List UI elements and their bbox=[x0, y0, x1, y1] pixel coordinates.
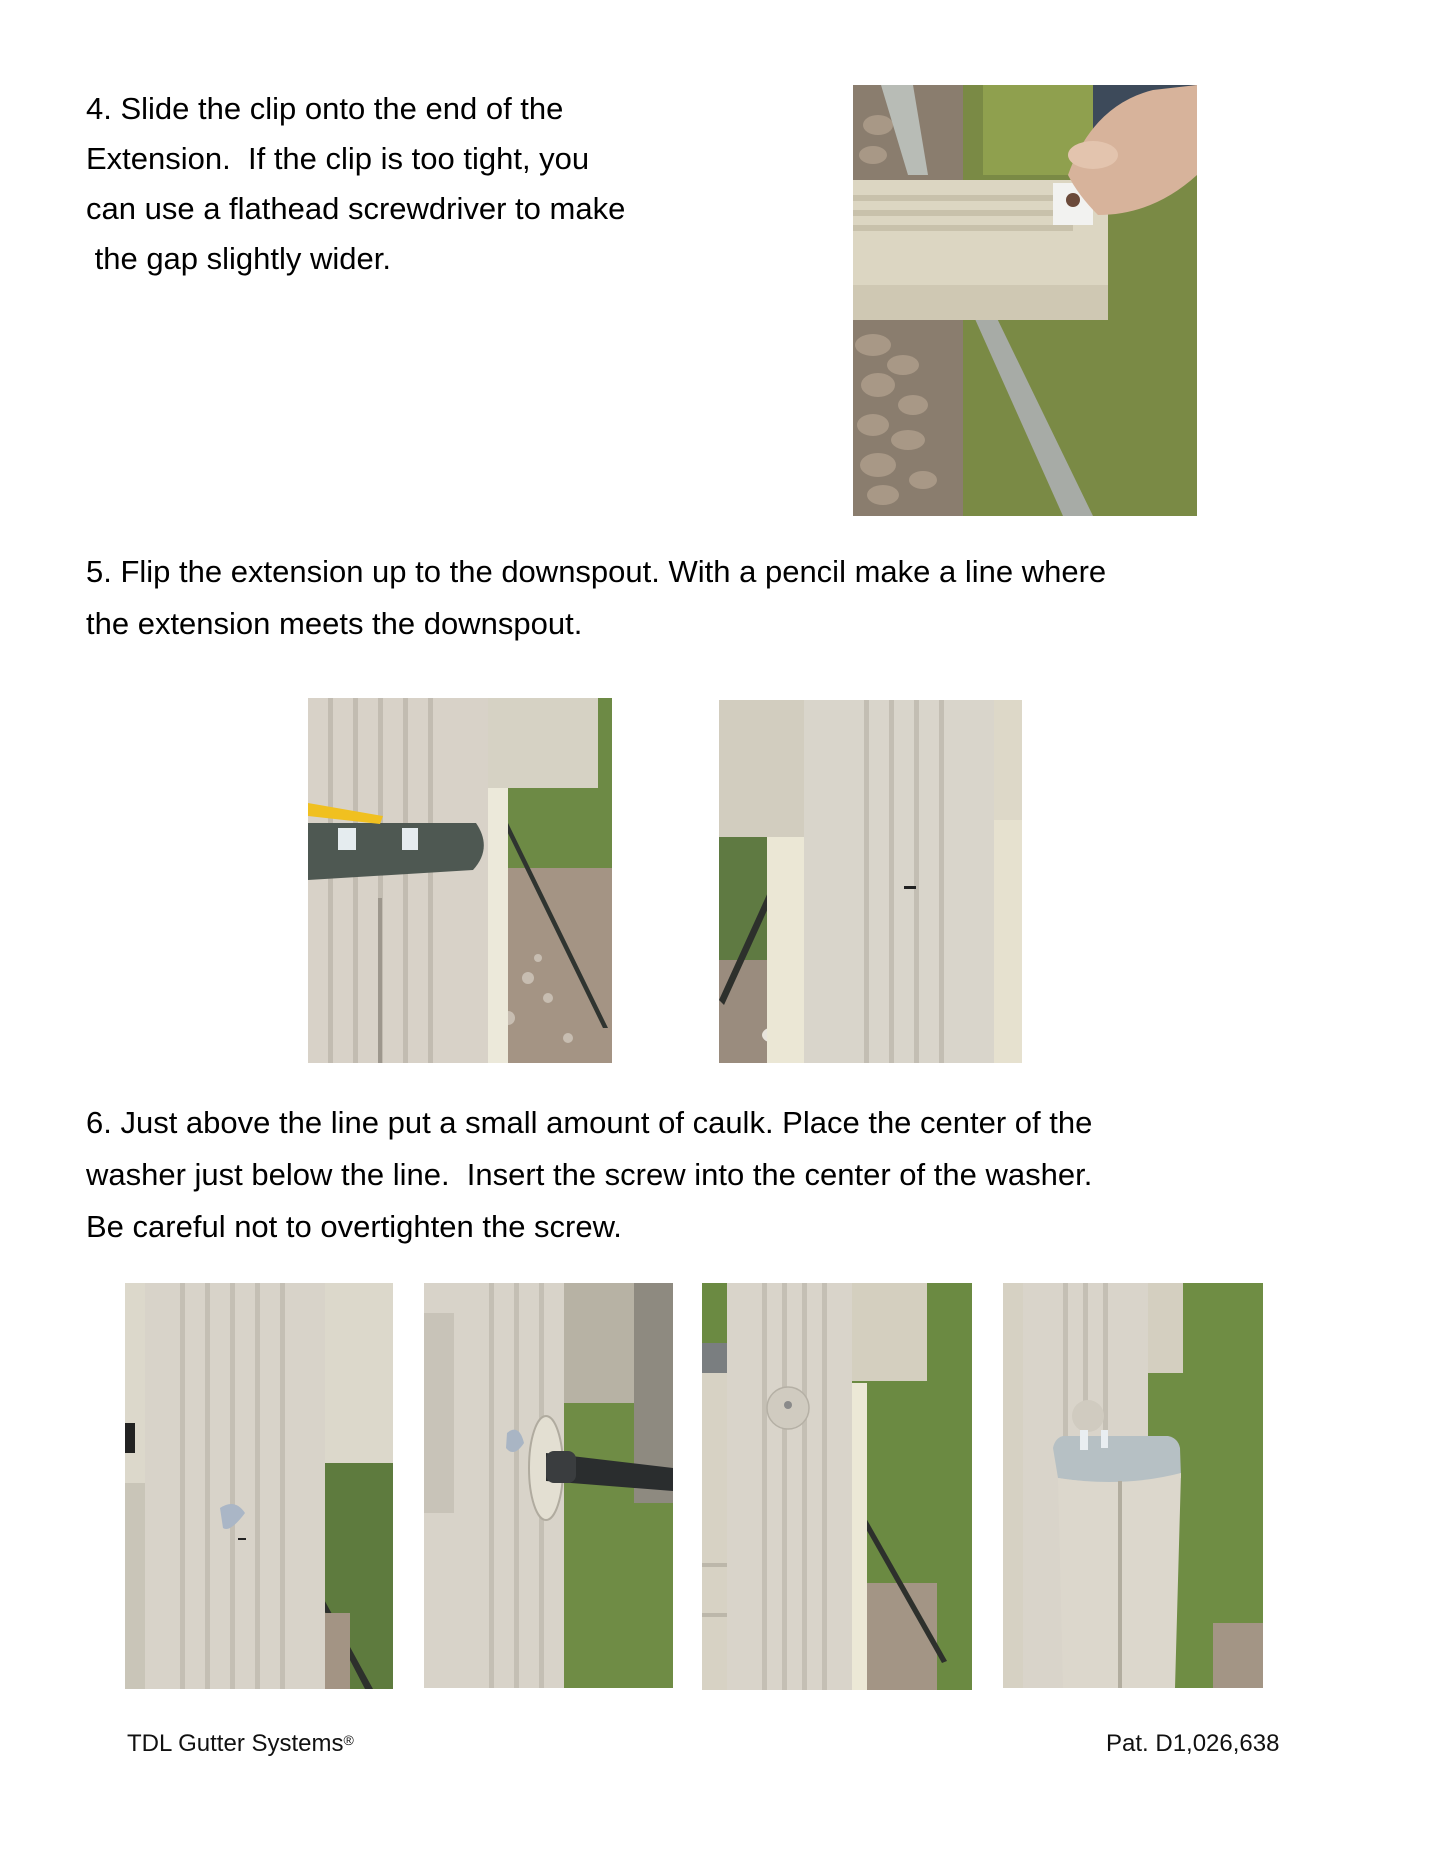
step-6-line: 6. Just above the line put a small amount of caulk. Place the center of the bbox=[86, 1105, 1093, 1140]
step-5-text bbox=[86, 546, 1106, 650]
step-5-photo-1 bbox=[308, 698, 612, 1063]
step-5-line: the extension meets the downspout. bbox=[86, 606, 583, 641]
footer-patent: Pat. D1,026,638 bbox=[1106, 1730, 1280, 1757]
step-6-photo-3 bbox=[702, 1283, 972, 1690]
step-6-photo-1 bbox=[125, 1283, 393, 1689]
step-4-line: the gap slightly wider. bbox=[86, 241, 392, 276]
footer-brand bbox=[127, 1730, 354, 1758]
step-4-line: can use a flathead screwdriver to make bbox=[86, 191, 626, 226]
step-4-line: Extension. If the clip is too tight, you bbox=[86, 141, 590, 176]
step-6-text bbox=[86, 1097, 1092, 1253]
step-4-line: 4. Slide the clip onto the end of the bbox=[86, 91, 564, 126]
step-4-photo bbox=[853, 85, 1197, 516]
step-6-line: Be careful not to overtighten the screw. bbox=[86, 1209, 622, 1244]
step-5-line: 5. Flip the extension up to the downspout. With a pencil make a line where bbox=[86, 554, 1107, 589]
step-5-photo-2 bbox=[719, 700, 1022, 1063]
step-6-photo-2 bbox=[424, 1283, 673, 1688]
step-6-line: washer just below the line. Insert the screw into the center of the washer. bbox=[86, 1157, 1093, 1192]
step-6-photo-4 bbox=[1003, 1283, 1263, 1688]
registered-mark: ® bbox=[343, 1732, 354, 1748]
brand-name: TDL Gutter Systems bbox=[127, 1730, 344, 1757]
step-4-text bbox=[86, 84, 625, 284]
